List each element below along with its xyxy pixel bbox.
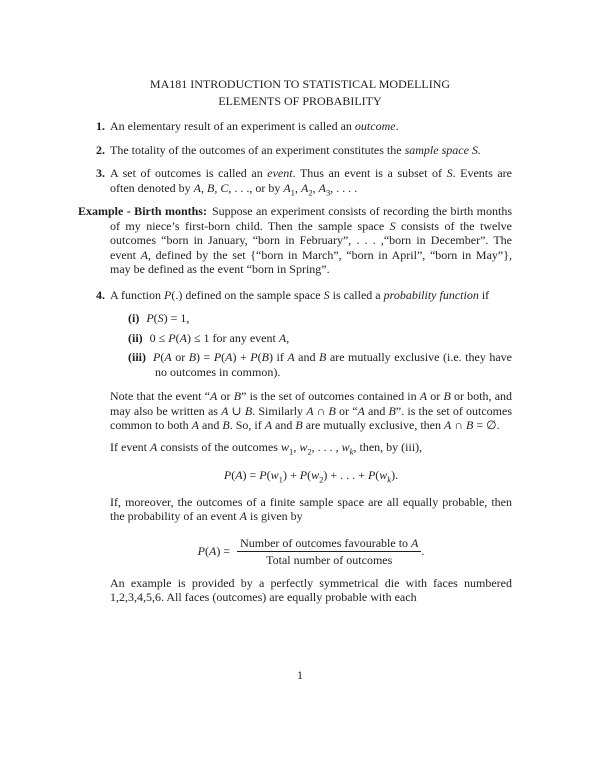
fraction-period: .: [421, 544, 425, 559]
if-event-paragraph: If event A consists of the outcomes $w_1$, $w_2$, . . . , $w_k$, then, by (iii),: [110, 439, 423, 456]
subitem-ii-text: 0 ≤ P(A) ≤ 1 for any event A,: [149, 330, 290, 345]
list-item-4: [96, 287, 512, 303]
fraction-numerator: Number of outcomes favourable to A: [237, 536, 421, 553]
item-4-text: A function P(.) defined on the sample space S is called a probability function if: [110, 287, 490, 302]
equation-probability-fraction: [110, 536, 512, 568]
equation-sum-of-probabilities: $P(A) = P(w_1) + P(w_2)$ + . . . + $P(w_k)$.: [223, 468, 399, 485]
example-label: Example - Birth months:: [78, 204, 207, 218]
item-1-number: 1.: [96, 119, 105, 133]
document-title: [88, 76, 512, 110]
item-2-text: The totality of the outcomes of an experiment constitutes the sample space S.: [110, 142, 481, 157]
fraction-lhs: P(A) =: [197, 544, 231, 559]
example-paragraph: [78, 204, 512, 277]
subitem-iii: [128, 350, 512, 379]
note-paragraph: Note that the event “A or B” is the set of outcomes contained in A or B or both, and may also be written as A ∪ B. Similarly A ∩ B or “A and B”. is the set of outcomes common to both A and B. So, if A and B are mutually exclusive, then A ∩ B = ∅.: [110, 389, 513, 432]
item-4-sublist: [110, 311, 512, 379]
title-line-2: ELEMENTS OF PROBABILITY: [218, 94, 382, 108]
subitem-ii-label: (ii): [128, 330, 143, 345]
fraction-denominator: Total number of outcomes: [266, 553, 393, 567]
subitem-ii: [128, 330, 512, 346]
item-2-number: 2.: [96, 142, 105, 157]
page-number: 1: [297, 668, 303, 682]
moreover-paragraph: If, moreover, the outcomes of a finite sample space are all equally probable, then the probability of an event A is given by: [110, 494, 512, 523]
item-4-number: 4.: [96, 287, 105, 302]
subitem-iii-text: P(A or B) = P(A) + P(B) if A and B are mutually exclusive (i.e. they have no outcomes in common).: [153, 350, 512, 379]
closing-paragraph: An example is provided by a perfectly symmetrical die with faces numbered 1,2,3,4,5,6. All faces (outcomes) are equally probable with each: [110, 575, 512, 604]
list-item-1: [96, 119, 512, 134]
title-line-1: MA181 INTRODUCTION TO STATISTICAL MODELLING: [149, 77, 451, 91]
item-3-text: A set of outcomes is called an event. Thus an event is a subset of S. Events are often denoted by A, B, C, . . ., or by $A_1$, $A_2$, $A_3$, . . . .: [110, 166, 513, 197]
document-body: [78, 76, 513, 605]
item-1-text: An elementary result of an experiment is called an outcome.: [110, 119, 399, 133]
list-item-2: [96, 142, 512, 158]
fraction: [237, 536, 421, 568]
subitem-iii-label: (iii): [128, 350, 146, 364]
example-text: Suppose an experiment consists of recording the birth months of my niece’s first-born child. Then the sample space S consists of the twelve outcomes “born in January, “born in February”, . . . ,“born in December”. The event A, defined by the set {“born in March”, “born in April”, “born in May”}, may be defined as the event “born in Spring”.: [110, 204, 512, 276]
subitem-i-label: (i): [128, 311, 140, 325]
subitem-i: [128, 311, 512, 326]
list-item-3: [96, 166, 513, 197]
item-3-number: 3.: [96, 166, 105, 180]
subitem-i-text: P(S) = 1,: [146, 311, 190, 325]
